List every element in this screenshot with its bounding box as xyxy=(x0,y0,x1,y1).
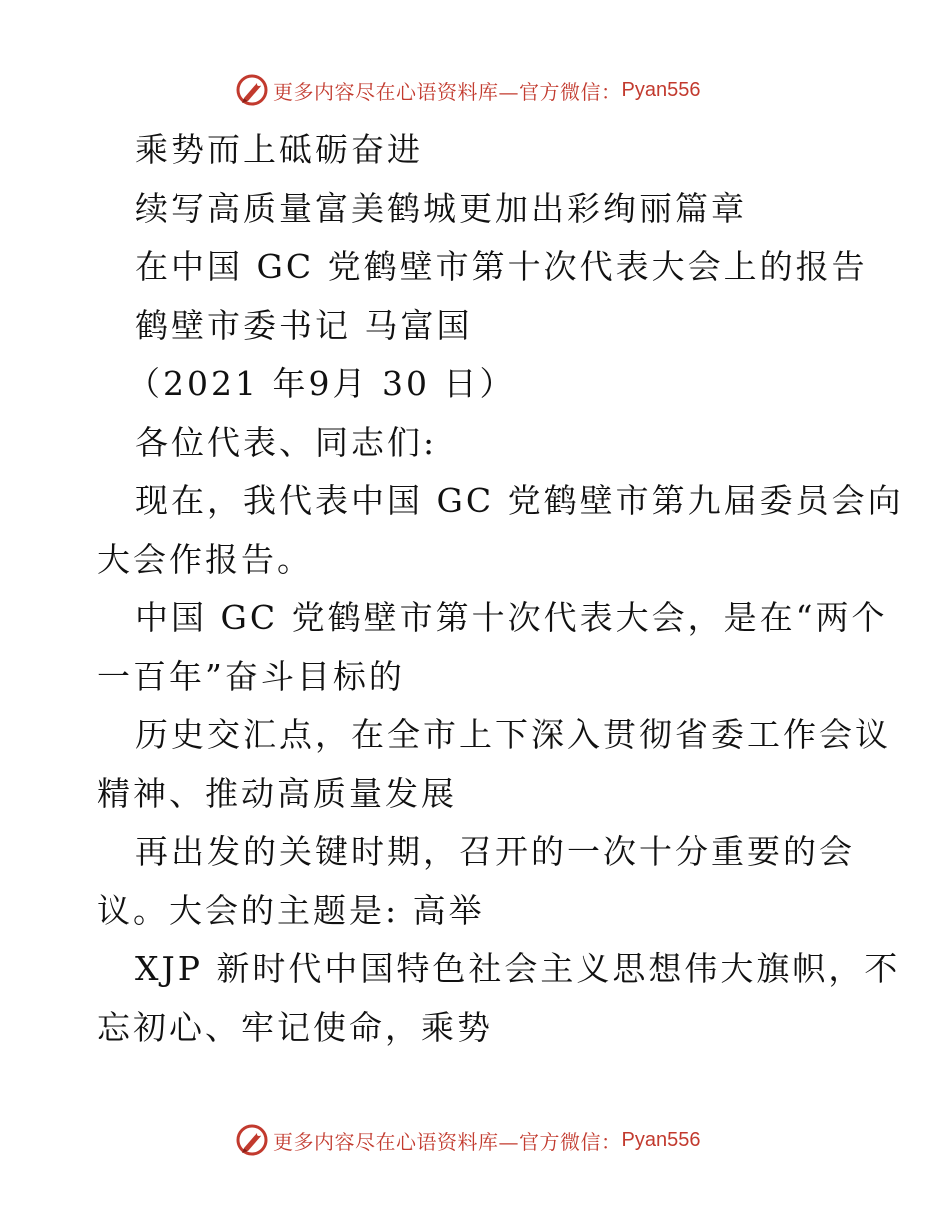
paragraph-line: 中国 GC 党鹤壁市第十次代表大会，是在“两个 xyxy=(135,598,888,637)
title-line-2: 续写高质量富美鹤城更加出彩绚丽篇章 xyxy=(135,188,747,228)
watermark-banner-bottom xyxy=(235,1122,700,1158)
paragraph-line: 大会作报告。 xyxy=(97,539,313,579)
title-line-1: 乘势而上砥砺奋进 xyxy=(135,130,423,169)
salutation: 各位代表、同志们: xyxy=(135,422,438,462)
paragraph-line: 再出发的关键时期，召开的一次十分重要的会 xyxy=(135,832,855,871)
watermark-text: 更多内容尽在心语资料库—官方微信： xyxy=(273,1129,622,1154)
paragraph-line: 精神、推动高质量发展 xyxy=(97,773,457,813)
paragraph-line: 一百年”奋斗目标的 xyxy=(97,656,405,696)
paragraph-line: XJP 新时代中国特色社会主义思想伟大旗帜，不 xyxy=(135,949,901,988)
paragraph-line: 议。大会的主题是: 高举 xyxy=(97,890,485,930)
watermark-banner-top xyxy=(235,72,700,108)
logo-icon xyxy=(235,1123,269,1157)
paragraph-line: 忘初心、牢记使命，乘势 xyxy=(97,1007,493,1047)
watermark-id: Pyan556 xyxy=(621,78,701,101)
paragraph-line: 现在，我代表中国 GC 党鹤壁市第九届委员会向 xyxy=(135,481,904,520)
document-body xyxy=(97,121,904,1057)
watermark-text: 更多内容尽在心语资料库—官方微信： xyxy=(273,79,622,104)
author-line: 鹤壁市委书记 马富国 xyxy=(135,305,473,345)
watermark-id: Pyan556 xyxy=(621,1128,701,1151)
paragraph-line: 历史交汇点，在全市上下深入贯彻省委工作会议 xyxy=(135,715,891,754)
date-line: （2021 年9月 30 日） xyxy=(127,364,516,403)
report-subtitle: 在中国 GC 党鹤壁市第十次代表大会上的报告 xyxy=(135,247,868,286)
logo-icon xyxy=(235,73,269,107)
